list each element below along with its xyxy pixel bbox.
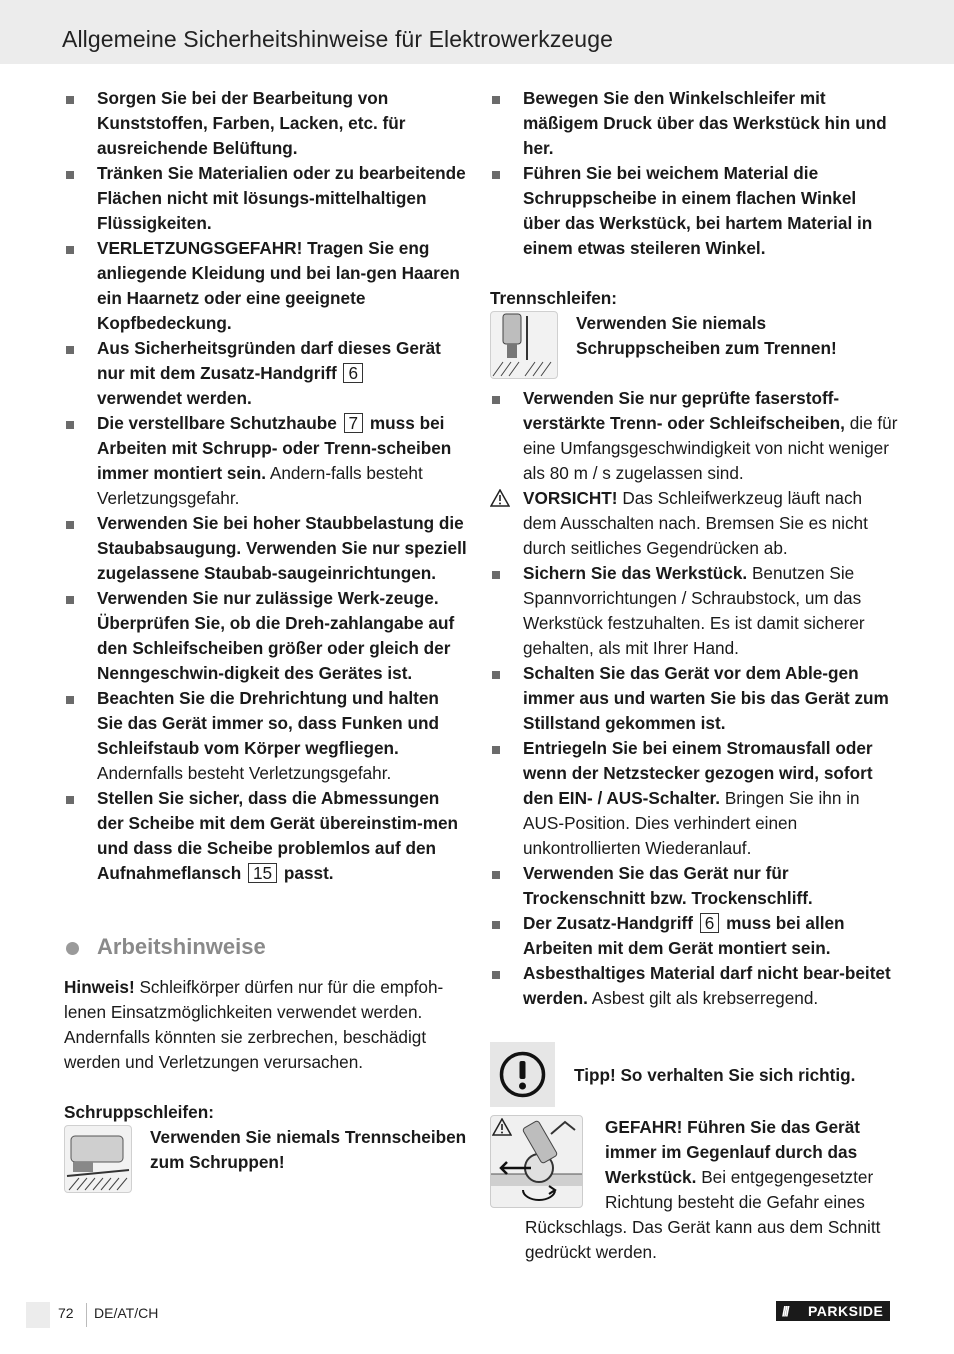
- bullet-icon: [492, 571, 500, 579]
- bullet-icon: [492, 871, 500, 879]
- brand-logo: [776, 1301, 890, 1321]
- bullet-icon: [66, 796, 74, 804]
- bullet-icon: [492, 921, 500, 929]
- warning-triangle-icon: [490, 489, 510, 507]
- list-item: Die verstellbare Schutzhaube 7 muss bei Arbeiten mit Schrupp- oder Trenn-scheiben immer montiert sein. Andern-falls besteht Verletzungsgefahr.: [64, 411, 469, 511]
- list-item: Asbesthaltiges Material darf nicht bear-beitet werden. Asbest gilt als krebserregend.: [490, 961, 898, 1011]
- right-column: [490, 86, 898, 1265]
- list-item: Aus Sicherheitsgründen darf dieses Gerät nur mit dem Zusatz-Handgriff 6 verwendet werden.: [64, 336, 469, 411]
- page-number: 72: [58, 1305, 74, 1321]
- list-item: Verwenden Sie bei hoher Staubbelastung die Staubabsaugung. Verwenden Sie nur speziell zugelassene Staubab-saugeinrichtungen.: [64, 511, 469, 586]
- part-ref: 6: [700, 913, 720, 933]
- danger-text: GEFAHR! Führen Sie das Gerät immer im Gegenlauf durch das Werkstück. Bei entgegengesetzter Richtung besteht die Gefahr eines Rückschlags. Das Gerät kann aus dem Schnitt gedrückt werden.: [490, 1115, 898, 1265]
- schrupp-figure-row: [64, 1125, 469, 1200]
- list-item: Tränken Sie Materialien oder zu bearbeitende Flächen nicht mit lösungs-mittelhaltigen Flüssigkeiten.: [64, 161, 469, 236]
- list-item: Sorgen Sie bei der Bearbeitung von Kunststoffen, Farben, Lacken, etc. für ausreichende Belüftung.: [64, 86, 469, 161]
- part-ref: 6: [343, 363, 363, 383]
- bullet-icon: [66, 346, 74, 354]
- list-item: Der Zusatz-Handgriff 6 muss bei allen Arbeiten mit dem Gerät montiert sein.: [490, 911, 898, 961]
- list-item: Entriegeln Sie bei einem Stromausfall oder wenn der Netzstecker gezogen wird, sofort den EIN- / AUS-Schalter. Bringen Sie ihn in AUS-Position. Dies verhindert einen unkontrollierten Wiederanlauf.: [490, 736, 898, 861]
- brand-slashes-icon: ///: [782, 1303, 788, 1319]
- schrupp-warning-text: Verwenden Sie niemals Trennscheiben zum Schruppen!: [150, 1127, 467, 1172]
- bullet-icon: [492, 96, 500, 104]
- bullet-icon: [66, 596, 74, 604]
- danger-block: [490, 1115, 898, 1265]
- bullet-icon: [66, 246, 74, 254]
- warning-triangle-icon: [492, 1118, 512, 1136]
- bullet-icon: [492, 746, 500, 754]
- list-item: Verwenden Sie das Gerät nur für Trockenschnitt bzw. Trockenschliff.: [490, 861, 898, 911]
- trenn-warning-text: Verwenden Sie niemals Schruppscheiben zum Trennen!: [576, 313, 837, 358]
- trenn-figure-row: [490, 311, 898, 386]
- list-item: Beachten Sie die Drehrichtung und halten Sie das Gerät immer so, dass Funken und Schleifstaub vom Körper wegfliegen. Andernfalls besteht Verletzungsgefahr.: [64, 686, 469, 786]
- footer-locale: DE/AT/CH: [94, 1305, 159, 1321]
- subheading-trenn: Trennschleifen:: [490, 288, 618, 308]
- list-item: Schalten Sie das Gerät vor dem Able-gen immer aus und warten Sie bis das Gerät zum Stillstand gekommen ist.: [490, 661, 898, 736]
- list-item: Verwenden Sie nur geprüfte faserstoff-verstärkte Trenn- oder Schleifscheiben, die für eine Umfangsgeschwindigkeit von nicht weniger als 80 m / s zugelassen sind.: [490, 386, 898, 486]
- caution-item: VORSICHT! Das Schleifwerkzeug läuft nach dem Ausschalten nach. Bremsen Sie es nicht durch seitliches Gegendrücken ab.: [490, 486, 898, 561]
- page-number-block: [26, 1302, 50, 1328]
- bullet-icon: [492, 971, 500, 979]
- subheading-schrupp: Schruppschleifen:: [64, 1102, 214, 1122]
- grinding-illustration-icon: [64, 1125, 132, 1193]
- list-item: Sichern Sie das Werkstück. Benutzen Sie Spannvorrichtungen / Schraubstock, um das Werkstück festzuhalten. Es ist damit sicherer gehalten, als mit Ihrer Hand.: [490, 561, 898, 661]
- footer-divider: [86, 1303, 87, 1327]
- page-header: [0, 0, 954, 64]
- tip-row: [490, 1042, 898, 1112]
- bullet-icon: [66, 171, 74, 179]
- page-title: Allgemeine Sicherheitshinweise für Elektrowerkzeuge: [62, 26, 613, 52]
- bullet-icon: [492, 671, 500, 679]
- tip-text: Tipp! So verhalten Sie sich richtig.: [574, 1065, 856, 1085]
- bullet-icon: [66, 696, 74, 704]
- list-item: Führen Sie bei weichem Material die Schruppscheibe in einem flachen Winkel über das Werkstück, bei hartem Material in einem etwas steileren Winkel.: [490, 161, 898, 261]
- list-item: Bewegen Sie den Winkelschleifer mit mäßigem Druck über das Werkstück hin und her.: [490, 86, 898, 161]
- list-item: Stellen Sie sicher, dass die Abmessungen der Scheibe mit dem Gerät übereinstim-men und dass die Scheibe problemlos auf den Aufnahmeflansch 15 passt.: [64, 786, 469, 886]
- bullet-circle-icon: [66, 942, 79, 955]
- bullet-icon: [66, 521, 74, 529]
- exclamation-icon: [490, 1042, 555, 1107]
- bullet-icon: [66, 421, 74, 429]
- bullet-icon: [492, 396, 500, 404]
- bullet-icon: [66, 96, 74, 104]
- part-ref: 7: [344, 413, 364, 433]
- list-item: VERLETZUNGSGEFAHR! Tragen Sie eng anliegende Kleidung und bei lan-gen Haaren ein Haarnetz oder eine geeignete Kopfbedeckung.: [64, 236, 469, 336]
- part-ref: 15: [248, 863, 277, 883]
- note-paragraph: Hinweis! Schleifkörper dürfen nur für die empfoh-lenen Einsatzmöglichkeiten verwendet werden. Andernfalls könnten sie zerbrechen, beschädigt werden und Verletzungen verursachen.: [64, 977, 444, 1072]
- brand-name: PARKSIDE: [808, 1303, 884, 1319]
- list-item: Verwenden Sie nur zulässige Werk-zeuge. Überprüfen Sie, ob die Dreh-zahlangabe auf den Schleifscheiben größer oder gleich der Nenngeschwin-digkeit des Gerätes ist.: [64, 586, 469, 686]
- bullet-icon: [492, 171, 500, 179]
- section-heading: Arbeitshinweise: [64, 934, 469, 959]
- left-column: [64, 86, 469, 1200]
- cutting-illustration-icon: [490, 311, 558, 379]
